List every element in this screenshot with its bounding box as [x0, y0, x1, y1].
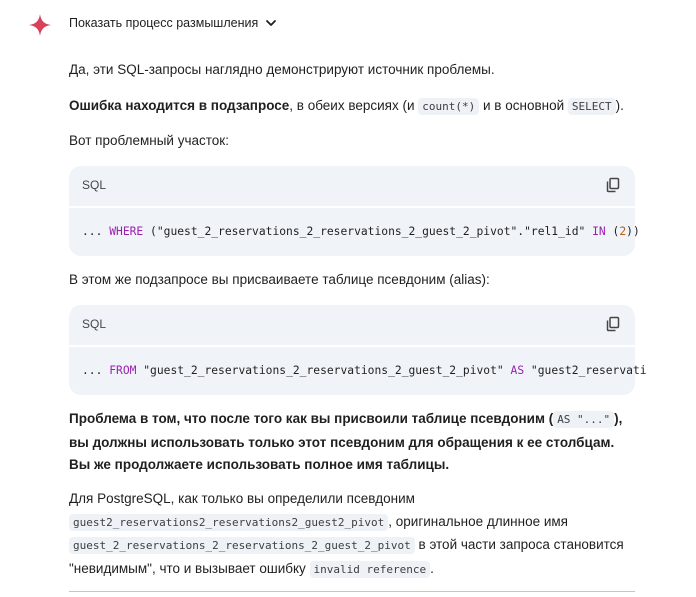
sql-keyword: IN: [592, 225, 606, 238]
sql-keyword: FROM: [109, 364, 137, 377]
inline-code: guest2_reservations2_reservations2_guest2_pivot: [69, 514, 388, 531]
code-content: ... WHERE ("guest_2_reservations_2_reservations_2_guest_2_pivot"."rel1_id" IN (2)): [82, 225, 640, 238]
sql-keyword: AS: [510, 364, 525, 377]
divider: [69, 591, 635, 592]
show-thinking-label: Показать процесс размышления: [69, 16, 259, 30]
copy-icon[interactable]: [605, 177, 621, 193]
chevron-down-icon: [264, 16, 278, 30]
paragraph-problem-explanation: Проблема в том, что после того как вы присвоили таблице псевдоним ( AS "..." ), вы должны использовать только этот псевдоним для обращения к ее столбцам. Вы же продолжаете использовать полное имя таблицы.: [69, 411, 623, 472]
code-content: ... FROM "guest_2_reservations_2_reservations_2_guest_2_pivot" AS "guest2_reservati: [82, 364, 647, 377]
code-language-label: SQL: [82, 178, 107, 192]
paragraph-alias: В этом же подзапросе вы присваиваете таблице псевдоним (alias):: [69, 272, 490, 287]
inline-code: count(*): [418, 98, 479, 115]
paragraph-intro: Да, эти SQL-запросы наглядно демонстрируют источник проблемы.: [69, 62, 495, 77]
inline-code: guest_2_reservations_2_reservations_2_guest_2_pivot: [69, 537, 415, 554]
code-block-where: [69, 166, 640, 256]
code-language-label: SQL: [82, 317, 107, 331]
paragraph-error-location: Ошибка находится в подзапросе, в обеих версиях (и count(*) и в основной SELECT ).: [69, 98, 624, 113]
show-thinking-toggle[interactable]: [69, 16, 278, 30]
sparkle-icon: [28, 13, 52, 37]
copy-icon[interactable]: [605, 316, 621, 332]
thinking-header: [0, 0, 696, 50]
code-block-header: [69, 305, 635, 345]
bold-text: Ошибка находится в подзапросе: [69, 98, 290, 113]
code-block-header: [69, 166, 635, 206]
inline-code: AS "...": [553, 411, 614, 428]
paragraph-postgresql: Для PostgreSQL, как только вы определили псевдоним guest2_reservations2_reservations2_guest2_pivot , оригинальное длинное имя guest_2_reservations_2_reservations_2_guest_2_pivot в этой части запроса становится "невидимым", что и вызывает ошибку invalid reference .: [69, 491, 624, 576]
code-block-from: [69, 305, 647, 395]
sql-keyword: WHERE: [109, 225, 144, 238]
paragraph-problem-part: Вот проблемный участок:: [69, 133, 229, 148]
sql-number: 2: [619, 225, 627, 238]
inline-code: invalid reference: [310, 561, 431, 578]
inline-code: SELECT: [568, 98, 616, 115]
